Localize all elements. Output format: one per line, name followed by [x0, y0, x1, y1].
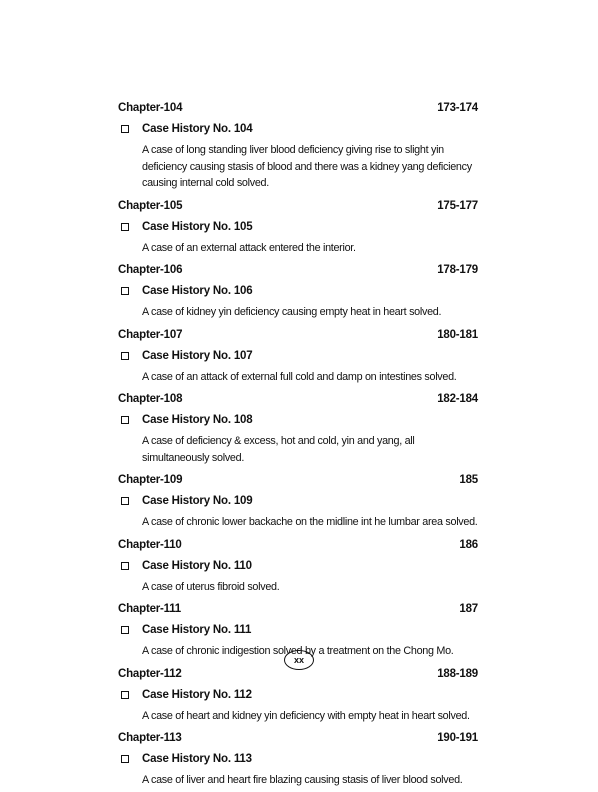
chapter-title[interactable]: Chapter-107 [118, 328, 183, 341]
toc-entry [118, 469, 478, 534]
case-description: A case of chronic lower backache on the midline int he lumbar area solved. [142, 516, 478, 528]
toc-entry [118, 534, 478, 599]
page-range: 175-177 [437, 199, 478, 212]
chapter-title[interactable]: Chapter-110 [118, 538, 182, 551]
page-range: 178-179 [437, 264, 478, 276]
toc-entry [118, 259, 478, 324]
case-title[interactable]: Case History No. 113 [142, 753, 252, 765]
case-description: A case of uterus fibroid solved. [142, 580, 280, 593]
chapter-title[interactable]: Chapter-108 [118, 393, 183, 405]
case-row [118, 217, 478, 238]
case-title[interactable]: Case History No. 104 [142, 123, 253, 135]
toc-entry [118, 324, 478, 389]
case-title[interactable]: Case History No. 111 [142, 624, 252, 636]
checkbox-icon [121, 287, 129, 295]
case-description: A case of an attack of external full cold and damp on intestines solved. [142, 370, 457, 383]
page-range: 185 [459, 474, 478, 486]
chapter-title[interactable]: Chapter-109 [118, 474, 183, 486]
chapter-row [118, 388, 478, 410]
case-row [118, 281, 478, 302]
page-range: 173-174 [437, 102, 478, 114]
page-range: 186 [459, 538, 478, 551]
page-number: xx [293, 655, 304, 665]
case-row [118, 685, 478, 706]
case-description: A case of liver and heart fire blazing causing stasis of liver blood solved. [142, 774, 463, 786]
toc-entry [118, 97, 478, 195]
toc-entry [118, 663, 478, 728]
checkbox-icon [121, 562, 129, 570]
chapter-title[interactable]: Chapter-104 [118, 102, 183, 114]
case-row [118, 119, 478, 140]
chapter-row [118, 195, 478, 217]
chapter-row [118, 97, 478, 119]
page-range: 187 [459, 603, 478, 615]
chapter-row [118, 598, 478, 620]
chapter-title[interactable]: Chapter-112 [118, 667, 182, 680]
chapter-title[interactable]: Chapter-113 [118, 732, 182, 744]
case-description: A case of long standing liver blood deficiency giving rise to slight yin deficiency causing stasis of blood and there was a kidney yang deficiency causing internal cold solved. [142, 144, 472, 189]
chapter-title[interactable]: Chapter-105 [118, 199, 183, 212]
case-description: A case of deficiency & excess, hot and cold, yin and yang, all simultaneously solved. [142, 435, 415, 464]
page-range: 182-184 [437, 393, 478, 405]
page-range: 180-181 [437, 328, 478, 341]
chapter-title[interactable]: Chapter-111 [118, 603, 181, 615]
chapter-row [118, 324, 478, 346]
checkbox-icon [121, 626, 129, 634]
toc-entry [118, 388, 478, 469]
case-title[interactable]: Case History No. 105 [142, 220, 253, 233]
checkbox-icon [121, 691, 129, 699]
case-title[interactable]: Case History No. 109 [142, 495, 253, 507]
toc-entry [118, 727, 478, 792]
case-row [118, 556, 478, 577]
chapter-row [118, 727, 478, 749]
toc-entry [118, 195, 478, 260]
case-title[interactable]: Case History No. 107 [142, 349, 253, 362]
page-range: 190-191 [437, 732, 478, 744]
chapter-row [118, 259, 478, 281]
case-description: A case of an external attack entered the interior. [142, 241, 356, 254]
case-row [118, 620, 478, 641]
checkbox-icon [121, 416, 129, 424]
checkbox-icon [121, 352, 129, 360]
case-title[interactable]: Case History No. 110 [142, 559, 252, 572]
checkbox-icon [121, 125, 129, 133]
page-number-badge [284, 650, 314, 670]
chapter-title[interactable]: Chapter-106 [118, 264, 183, 276]
case-row [118, 491, 478, 512]
case-row [118, 749, 478, 770]
checkbox-icon [121, 497, 129, 505]
chapter-row [118, 469, 478, 491]
case-row [118, 410, 478, 431]
case-description: A case of chronic indigestion solved by a treatment on the Chong Mo. [142, 645, 454, 657]
case-title[interactable]: Case History No. 112 [142, 688, 252, 701]
case-description: A case of heart and kidney yin deficiency with empty heat in heart solved. [142, 709, 470, 722]
case-description: A case of kidney yin deficiency causing empty heat in heart solved. [142, 306, 442, 318]
case-title[interactable]: Case History No. 108 [142, 414, 253, 426]
checkbox-icon [121, 755, 129, 763]
page-range: 188-189 [437, 667, 478, 680]
table-of-contents [118, 97, 478, 792]
case-title[interactable]: Case History No. 106 [142, 285, 253, 297]
chapter-row [118, 534, 478, 556]
case-row [118, 346, 478, 367]
checkbox-icon [121, 223, 129, 231]
